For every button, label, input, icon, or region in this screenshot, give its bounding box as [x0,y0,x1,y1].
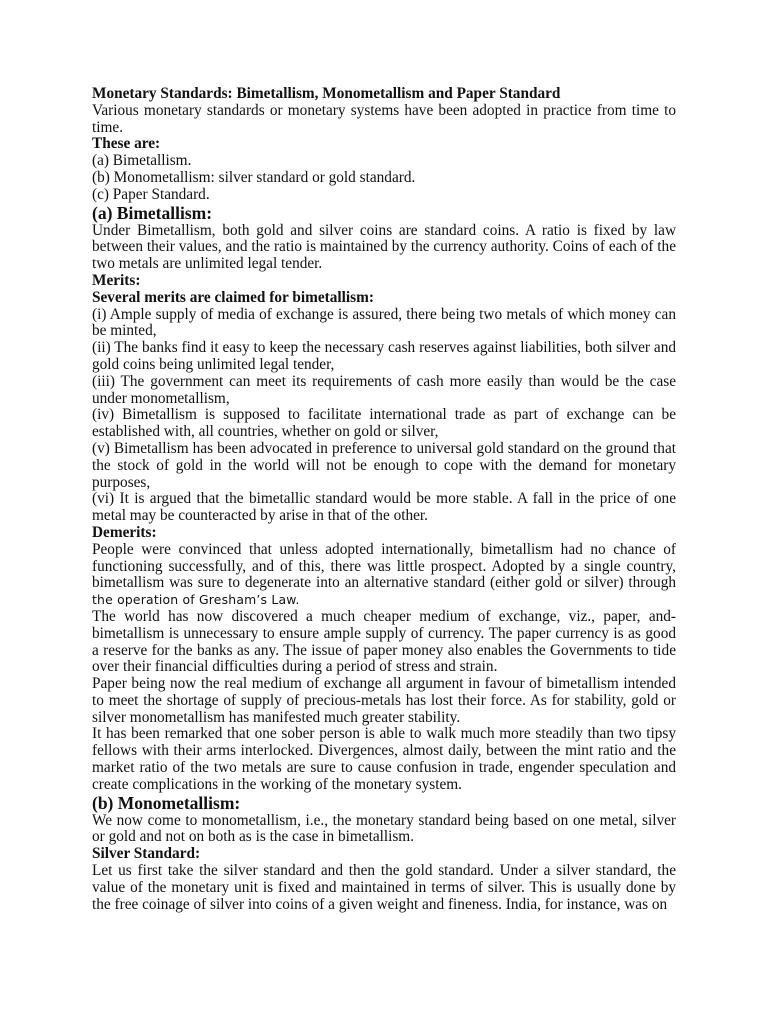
merit-item: (vi) It is argued that the bimetallic standard would be more stable. A fall in the price of one metal may be counteracted by arise in that of the other. [92,490,676,525]
merit-item: (i) Ample supply of media of exchange is assured, there being two metals of which money can be minted, [92,305,676,340]
these-are-label: These are: [92,135,161,153]
merits-subheading: Several merits are claimed for bimetallism: [92,288,374,306]
merit-item: (iv) Bimetallism is supposed to facilitate international trade as part of exchange can be established with, all countries, whether on gold or silver, [92,406,676,441]
monometallism-paragraph: We now come to monometallism, i.e., the monetary standard being based on one metal, silver or gold and not on both as is the case in bimetallism. [92,811,676,846]
document-page [92,86,676,913]
demerits-heading: Demerits: [92,523,157,541]
bimetallism-paragraph: Under Bimetallism, both gold and silver coins are standard coins. A ratio is fixed by law between their values, and the ratio is maintained by the currency authority. Coins of each of the two metals are unlimited legal tender. [92,221,676,273]
merit-item: (v) Bimetallism has been advocated in preference to universal gold standard on the ground that the stock of gold in the world will not be enough to cope with the demand for monetary purposes, [92,439,676,491]
demerits-paragraph: Paper being now the real medium of exchange all argument in favour of bimetallism intended to meet the shortage of supply of precious-metals has lost their force. As for stability, gold or silver monometallism has manifested much greater stability. [92,675,676,726]
merit-item: (iii) The government can meet its requirements of cash more easily than would be the case under monometallism, [92,372,676,407]
page-title: Monetary Standards: Bimetallism, Monometallism and Paper Standard [92,85,561,102]
merits-heading: Merits: [92,271,141,289]
silver-standard-paragraph: Let us first take the silver standard and then the gold standard. Under a silver standard, the value of the monetary unit is fixed and maintained in terms of silver. This is usually done by the free coinage of silver into coins of a given weight and fineness. India, for instance, was on [92,862,676,913]
demerits-paragraph: The world has now discovered a much cheaper medium of exchange, viz., paper, and-bimetallism is unnecessary to ensure ample supply of currency. The paper currency is as good a reserve for the banks as any. The issue of paper money also enables the Governments to tide over their financial difficulties during a period of stress and strain. [92,607,676,676]
list-item: (a) Bimetallism. [92,152,192,170]
demerits-paragraph-text: People were convinced that unless adopted internationally, bimetallism had no chance of functioning successfully, and of this, there was little prospect. Adopted by a single country, bimetallism was sure to degenerate into an alternative standard (either gold or silver) through [92,540,676,592]
list-item: (c) Paper Standard. [92,185,210,203]
silver-standard-heading: Silver Standard: [92,845,201,863]
merit-item: (ii) The banks find it easy to keep the necessary cash reserves against liabilities, both silver and gold coins being unlimited legal tender, [92,339,676,373]
bimetallism-heading: (a) Bimetallism: [92,202,213,223]
greshams-law-text: the operation of Gresham’s Law. [92,592,300,608]
monometallism-heading: (b) Monometallism: [92,792,241,813]
intro-paragraph: Various monetary standards or monetary systems have been adopted in practice from time to time. [92,101,676,136]
demerits-paragraph: It has been remarked that one sober person is able to walk much more steadily than two tipsy fellows with their arms interlocked. Divergences, almost daily, between the mint ratio and the market ratio of the two metals are sure to cause confusion in trade, engender speculation and create complications in the working of the monetary system. [92,725,676,793]
demerits-paragraph [92,542,676,609]
list-item: (b) Monometallism: silver standard or gold standard. [92,168,416,186]
